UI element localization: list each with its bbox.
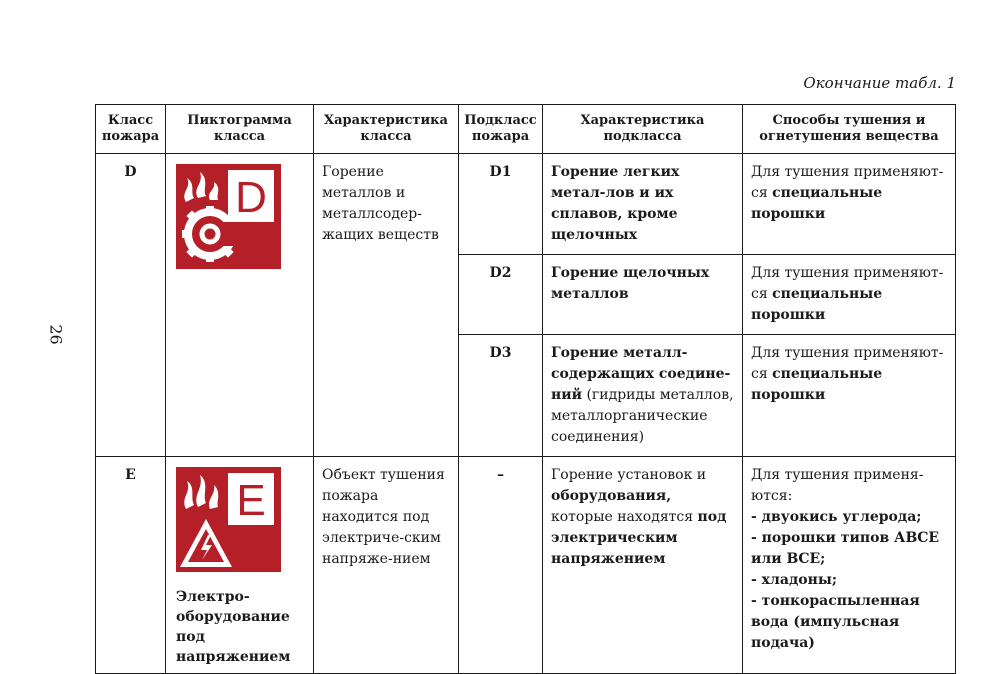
- subclass-d3-description: [543, 335, 743, 457]
- subclass-e-code: –: [459, 457, 543, 674]
- subclass-e-method-intro: Для тушения применя-ются:: [751, 467, 924, 504]
- table-row-e: [96, 457, 956, 674]
- class-d-letter: D: [235, 173, 267, 222]
- subclass-d3-method: [743, 335, 956, 457]
- subclass-e-method: [743, 457, 956, 674]
- method-list-item: - порошки типов АВСЕ или ВСЕ;: [751, 530, 940, 567]
- header-row: [96, 105, 956, 154]
- subclass-e-method-list: [751, 507, 947, 654]
- class-e-pictogram-cell: [166, 457, 314, 674]
- class-e-characteristic: Объект тушения пожара находится под электриче-ским напряже-нием: [314, 457, 459, 674]
- subclass-e-description: [543, 457, 743, 674]
- header-subclass: Подкласс пожара: [459, 105, 543, 154]
- table-row-d1: [96, 154, 956, 255]
- class-d-metal-fire-icon: [176, 164, 281, 269]
- subclass-d1-method-bold: специальные порошки: [751, 185, 883, 222]
- fire-class-table: [95, 104, 956, 674]
- class-e-pictogram-caption: Электро-оборудование под напряжением: [176, 589, 291, 665]
- subclass-e-desc-p2: оборудования,: [551, 488, 672, 504]
- subclass-d3-description-plain: (гидриды металлов, металлорганические соединения): [551, 387, 734, 445]
- subclass-d2-description: Горение щелочных металлов: [543, 255, 743, 335]
- subclass-d1-method-plain: Для тушения применяют-ся: [751, 164, 944, 201]
- class-e-electrical-fire-icon: [176, 467, 281, 572]
- header-methods: Способы тушения и огнетушения вещества: [743, 105, 956, 154]
- class-e-letter: E: [236, 476, 266, 525]
- subclass-d1-description: Горение легких метал-лов и их сплавов, кроме щелочных: [543, 154, 743, 255]
- page-number: 26: [46, 324, 66, 345]
- subclass-e-desc-p3: которые находятся: [551, 509, 698, 525]
- class-d-pictogram-cell: [166, 154, 314, 457]
- class-d-characteristic: Горение металлов и металлсодер-жащих веществ: [314, 154, 459, 457]
- class-d-cell: D: [96, 154, 166, 457]
- method-list-item: - двуокись углерода;: [751, 509, 922, 525]
- subclass-d1-method: [743, 154, 956, 255]
- subclass-d2-code: D2: [459, 255, 543, 335]
- header-class: Класс пожара: [96, 105, 166, 154]
- subclass-d3-code: D3: [459, 335, 543, 457]
- subclass-e-desc-p1: Горение установок и: [551, 467, 707, 483]
- subclass-d3-method-plain: Для тушения применяют-ся: [751, 345, 944, 382]
- subclass-d3-description-bold: Горение металл-содержащих соедине-ний: [551, 345, 731, 403]
- subclass-d2-method-plain: Для тушения применяют-ся: [751, 265, 944, 302]
- subclass-e-desc-p4: под электрическим напряжением: [551, 509, 727, 567]
- method-list-item: - хладоны;: [751, 572, 838, 588]
- header-subclass-characteristic: Характеристика подкласса: [543, 105, 743, 154]
- header-pictogram: Пиктограмма класса: [166, 105, 314, 154]
- method-list-item: - тонкораспыленная вода (импульсная подача): [751, 593, 920, 651]
- subclass-d1-code: D1: [459, 154, 543, 255]
- table-caption: Окончание табл. 1: [803, 74, 956, 92]
- class-e-cell: E: [96, 457, 166, 674]
- subclass-d3-method-bold: специальные порошки: [751, 366, 883, 403]
- subclass-d2-method-bold: специальные порошки: [751, 286, 883, 323]
- subclass-d2-method: [743, 255, 956, 335]
- header-characteristic: Характеристика класса: [314, 105, 459, 154]
